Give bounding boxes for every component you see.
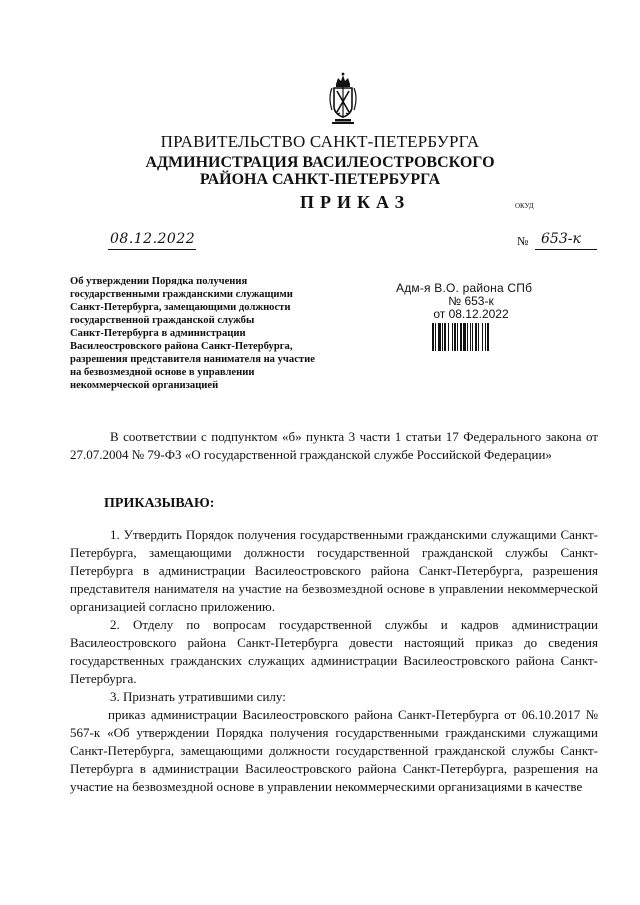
preamble-text: В соответствии с подпунктом «б» пункта 3 части 1 статьи 17 Федерального закона от 27.07.2004 № 79-ФЗ «О государственной гражданской службе Российской Федерации»	[70, 429, 598, 462]
subject-line: государственными гражданскими служащими	[70, 289, 293, 300]
order-date-field	[108, 231, 196, 250]
orders-heading: ПРИКАЗЫВАЮ:	[104, 496, 215, 511]
preamble-paragraph	[70, 428, 598, 464]
stamp-line: № 653-к	[448, 294, 494, 308]
administration-title	[0, 154, 640, 188]
order-item: 3. Признать утратившими силу:	[110, 689, 286, 704]
order-date-handwritten: 08.12.2022	[110, 231, 196, 247]
order-item: 1. Утвердить Порядок получения государственными гражданскими служащими Санкт-Петербурга, замещающими должности государственной гражданской службы Санкт-Петербурга в администрации Василеостровского района Санкт-Петербурга, разрешения представителя нанимателя на участие на безвозмездной основе в управлении некоммерческой организацией согласно приложению.	[70, 527, 598, 614]
subject-line: некоммерческой организацией	[70, 380, 219, 391]
stamp-line: Адм-я В.О. района СПб	[396, 281, 533, 295]
order-subject	[70, 275, 332, 392]
subject-line: государственной гражданской службы	[70, 315, 255, 326]
subject-line: Об утверждении Порядка получения	[70, 276, 248, 287]
okud-label: ОКУД	[515, 202, 534, 210]
order-number-label: №	[517, 234, 529, 248]
subject-line: Санкт-Петербурга в администрации	[70, 328, 246, 339]
order-number-field	[535, 231, 597, 250]
administration-title-line: РАЙОНА САНКТ-ПЕТЕРБУРГА	[199, 171, 441, 188]
document-type: ПРИКАЗ	[300, 192, 411, 212]
order-items	[70, 526, 598, 796]
order-number-handwritten: 653-к	[541, 231, 581, 247]
registration-stamp	[396, 282, 546, 351]
stamp-line: от 08.12.2022	[433, 307, 509, 321]
subject-line: Василеостровского района Санкт-Петербурга,	[70, 341, 293, 352]
subject-line: на безвозмездной основе в управлении	[70, 367, 255, 378]
coat-of-arms-icon	[326, 72, 360, 124]
order-item: приказ администрации Василеостровского района Санкт-Петербурга от 06.10.2017 № 567-к «Об утверждении Порядка получения государственными гражданскими служащими Санкт-Петербурга, замещающими должности государственной гражданской службы Санкт-Петербурга в администрации Василеостровского района Санкт-Петербурга, разрешения на участие на безвозмездной основе в управлении некоммерческими организациями в качестве	[70, 707, 598, 794]
barcode-icon	[432, 323, 516, 351]
order-item: 2. Отделу по вопросам государственной службы и кадров администрации Василеостровского района Санкт-Петербурга довести настоящий приказ до сведения государственных гражданских служащих администрации Василеостровского района Санкт-Петербурга.	[70, 617, 598, 686]
administration-title-line: АДМИНИСТРАЦИЯ ВАСИЛЕОСТРОВСКОГО	[145, 154, 495, 171]
subject-line: Санкт-Петербурга, замещающими должности	[70, 302, 291, 313]
government-title: ПРАВИТЕЛЬСТВО САНКТ-ПЕТЕРБУРГА	[160, 132, 480, 151]
subject-line: разрешения представителя нанимателя на участие	[70, 354, 315, 365]
